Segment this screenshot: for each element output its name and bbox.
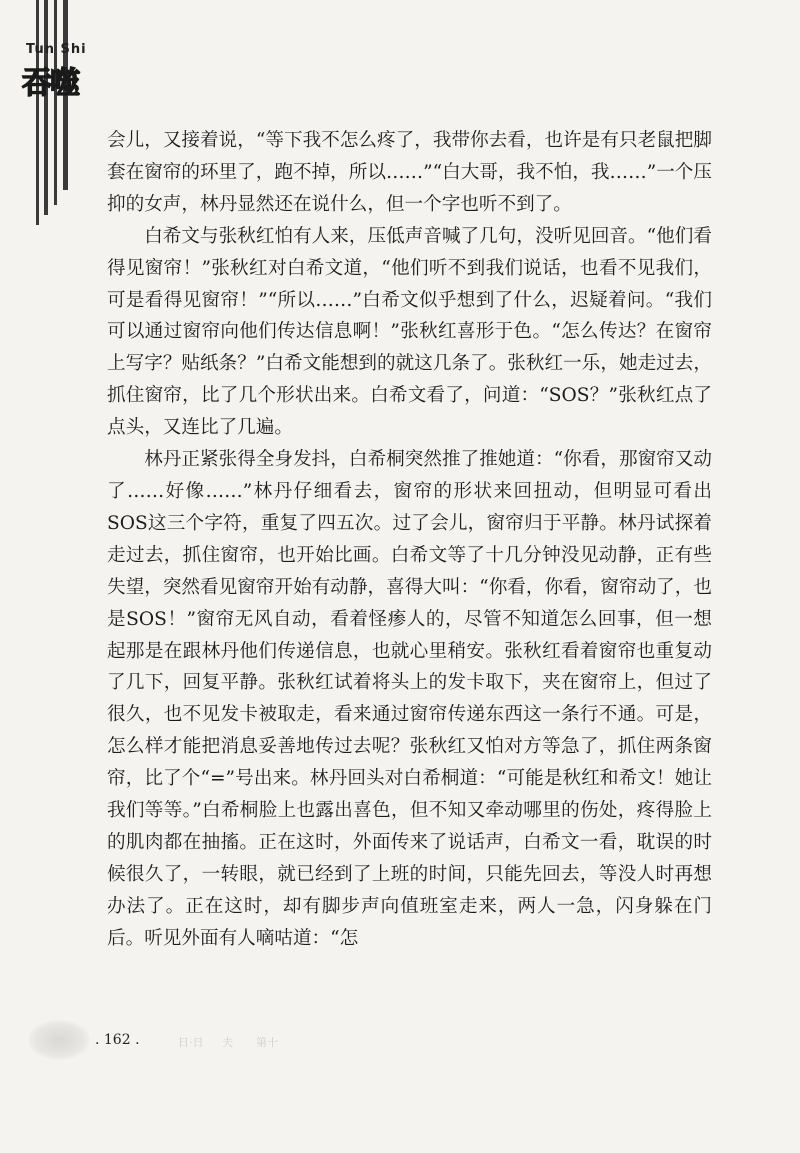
decorative-bar: [44, 0, 48, 215]
logo-latin-text: Tun Shi: [26, 42, 87, 57]
book-logo: [22, 42, 102, 102]
decorative-bars: [36, 0, 76, 225]
paragraph-2: 白希文与张秋红怕有人来，压低声音喊了几句，没听见回音。“他们看得见窗帘！”张秋红对白希文道，“他们听不到我们说话，也看不见我们，可是看得见窗帘！”“所以……”白希文似乎想到了什么，迟疑着问。“我们可以通过窗帘向他们传达信息啊！”张秋红喜形于色。“怎么传达？在窗帘上写字？贴纸条？”白希文能想到的就这几条了。张秋红一乐，她走过去，抓住窗帘，比了几个形状出来。白希文看了，问道：“SOS？”张秋红点了点头，又连比了几遍。: [107, 225, 712, 439]
page-footer: [0, 1010, 800, 1070]
footer-faint-label: 夫: [222, 1036, 233, 1049]
body-text: [107, 125, 712, 955]
decorative-bar: [54, 0, 57, 205]
footer-faint-label: 第十: [256, 1036, 278, 1049]
paragraph-3: 林丹正紧张得全身发抖，白希桐突然推了推她道：“你看，那窗帘又动了……好像……”林丹仔细看去，窗帘的形状来回扭动，但明显可看出SOS这三个字符，重复了四五次。过了会儿，窗帘归于平静。林丹试探着走过去，抓住窗帘，也开始比画。白希文等了十几分钟没见动静，正有些失望，突然看见窗帘开始有动静，喜得大叫：“你看，你看，窗帘动了，也是SOS！”窗帘无风自动，看着怪瘆人的，尽管不知道怎么回事，但一想起那是在跟林丹他们传递信息，也就心里稍安。张秋红看着窗帘也重复动了几下，回复平静。张秋红试着将头上的发卡取下，夹在窗帘上，但过了很久，也不见发卡被取走，看来通过窗帘传递东西这一条行不通。可是，怎么样才能把消息妥善地传过去呢？张秋红又怕对方等急了，抓住两条窗帘，比了个“=”号出来。林丹回头对白希桐道：“可能是秋红和希文！她让我们等等。”白希桐脸上也露出喜色，但不知又牵动哪里的伤处，疼得脸上的肌肉都在抽搐。正在这时，外面传来了说话声，白希文一看，耽误的时候很久了，一转眼，就已经到了上班的时间，只能先回去，等没人时再想办法了。正在这时，却有脚步声向值班室走来，两人一急，闪身躲在门后。听见外面有人嘀咕道：“怎: [107, 449, 712, 949]
paragraph-1: 会儿，又接着说，“等下我不怎么疼了，我带你去看，也许是有只老鼠把脚套在窗帘的环里了，跑不掉，所以……”“白大哥，我不怕，我……”一个压抑的女声，林丹显然还在说什么，但一个字也听不到了。: [107, 130, 712, 215]
page-number: . 162 .: [95, 1032, 140, 1048]
decorative-bar: [36, 0, 39, 225]
logo-han-text: 吞噬: [22, 66, 78, 101]
footer-faint-label: 日·日: [178, 1036, 204, 1049]
footer-decoration: [28, 1020, 90, 1060]
